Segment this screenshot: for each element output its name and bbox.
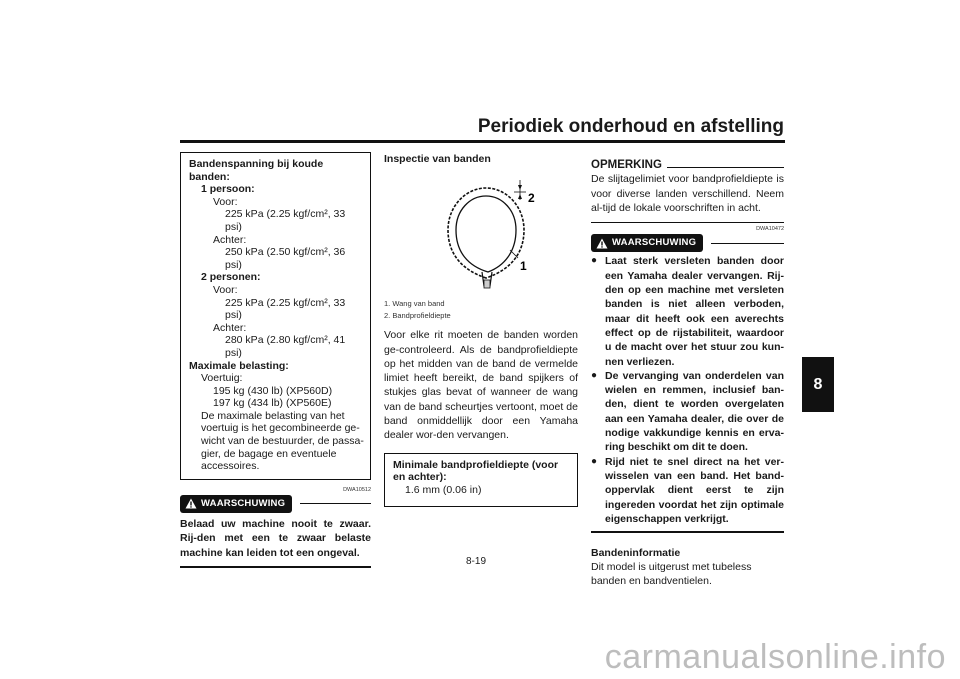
legend-item-2: 2. Bandprofieldiepte bbox=[384, 311, 451, 321]
warning-end-rule bbox=[180, 566, 371, 568]
warning-text: Belaad uw machine nooit te zwaar. Rij-den met een te zwaar belaste machine kan leiden tot een ongeval. bbox=[180, 518, 371, 559]
page-title: Periodiek onderhoud en afstelling bbox=[477, 116, 784, 137]
spec-front-label: Voor: bbox=[213, 195, 238, 208]
chapter-tab[interactable]: 8 bbox=[802, 357, 834, 412]
page-number: 8-19 bbox=[466, 556, 487, 567]
tread-spec-title: Minimale bandprofieldiepte (voor en achter): bbox=[393, 458, 559, 484]
spec-vehicle: Voertuig: bbox=[201, 372, 243, 385]
warning-code-2: DWA10472 bbox=[756, 226, 784, 233]
legend-item-1: 1. Wang van band bbox=[384, 299, 445, 309]
warning-label: WAARSCHUWING bbox=[201, 497, 286, 509]
tire-cross-section-icon bbox=[384, 170, 578, 298]
warning-rule bbox=[300, 503, 371, 504]
spec-title: Bandenspanning bij koude banden: bbox=[189, 158, 324, 183]
spec-one-person: 1 persoon: bbox=[201, 183, 255, 196]
warning-rule-2 bbox=[711, 243, 784, 244]
note-header bbox=[591, 158, 784, 172]
warning-triangle-icon bbox=[185, 498, 197, 509]
tire-pressure-spec-box bbox=[180, 152, 371, 480]
list-item: ● Rijd niet te snel direct na het ver-wisselen van een band. Het band-oppervlak dient eerst te zijn ingereden voordat het zijn optimale eigenschappen verkrijgt. bbox=[591, 455, 784, 526]
spec-rear-value: 250 kPa (2.50 kgf/cm², 36 psi) bbox=[225, 246, 346, 271]
watermark: carmanualsonline.info bbox=[604, 638, 946, 676]
spec-front-label-2: Voor: bbox=[213, 283, 238, 296]
section-heading-tire-inspection: Inspectie van banden bbox=[384, 153, 491, 165]
figure-legend bbox=[384, 298, 578, 322]
tire-cross-section-figure bbox=[384, 170, 578, 298]
note-rule bbox=[667, 167, 784, 168]
note-text: De slijtagelimiet voor bandprofieldiepte is voor diverse landen verschillend. Neem al-tijd de lokale voorschriften in acht. bbox=[591, 173, 784, 214]
figure-callout-1: 1 bbox=[520, 259, 527, 274]
warning-end-rule-2 bbox=[591, 531, 784, 533]
spec-rear-label: Achter: bbox=[213, 233, 247, 246]
spec-load-560d: 195 kg (430 lb) (XP560D) bbox=[213, 384, 333, 397]
spec-front-value: 225 kPa (2.25 kgf/cm², 33 psi) bbox=[225, 208, 346, 233]
warning-header-2 bbox=[591, 234, 784, 252]
column-middle bbox=[384, 152, 578, 507]
spec-two-persons: 2 personen: bbox=[201, 271, 261, 284]
warning-bullet-list bbox=[591, 254, 784, 526]
spec-load-560e: 197 kg (434 lb) (XP560E) bbox=[213, 397, 332, 410]
spec-max-load: Maximale belasting: bbox=[189, 359, 289, 372]
column-right bbox=[591, 152, 784, 589]
tread-spec-value: 1.6 mm (0.06 in) bbox=[405, 483, 482, 496]
warning-badge-2 bbox=[591, 234, 703, 252]
figure-callout-2: 2 bbox=[528, 191, 535, 206]
tire-info-text: Dit model is uitgerust met tubeless banden en bandventielen. bbox=[591, 560, 752, 588]
warning-header bbox=[180, 495, 371, 513]
warning-badge bbox=[180, 495, 292, 513]
list-item: ● Laat sterk versleten banden door een Yamaha dealer vervangen. Rij-den op een machine met versleten banden is niet alleen verboden, maar dit heeft ook een averechts effect op de rijstabiliteit, waardoor u de macht over het stuur zou kun-nen verliezen. bbox=[591, 254, 784, 368]
section-heading-tire-info: Bandeninformatie bbox=[591, 546, 681, 559]
list-item: ● De vervanging van onderdelen van wielen en remmen, inclusief ban-den, dient te worden overgelaten aan een Yamaha dealer, die over de nodige vakkundige kennis en erva-ring beschikt om dit te doen. bbox=[591, 369, 784, 455]
note-title: OPMERKING bbox=[591, 159, 662, 171]
spec-rear-value-2: 280 kPa (2.80 kgf/cm², 41 psi) bbox=[225, 334, 346, 359]
warning-code: DWA10512 bbox=[343, 486, 371, 493]
header-rule bbox=[180, 140, 785, 143]
warning-triangle-icon bbox=[596, 238, 608, 249]
spec-front-value-2: 225 kPa (2.25 kgf/cm², 33 psi) bbox=[225, 296, 346, 322]
warning-label-2: WAARSCHUWING bbox=[612, 237, 697, 249]
note-end-rule bbox=[591, 222, 784, 223]
spec-rear-label-2: Achter: bbox=[213, 321, 247, 334]
tread-depth-spec-box bbox=[384, 453, 578, 508]
tire-inspection-paragraph: Voor elke rit moeten de banden worden ge-controleerd. Als de bandprofieldiepte op het midden van de band de vermelde limiet heeft bereikt, de band spijkers of stukjes glas bevat of wanneer de wang van de band scheurtjes vertoont, moet de band onmiddellijk door een Yamaha dealer wor-den vervangen. bbox=[384, 329, 578, 442]
column-left bbox=[180, 152, 371, 568]
spec-load-note: De maximale belasting van het voertuig is het gecombineerde ge-wicht van de bestuurder, de passa-gier, de bagage en eventuele accessoires. bbox=[201, 409, 364, 473]
